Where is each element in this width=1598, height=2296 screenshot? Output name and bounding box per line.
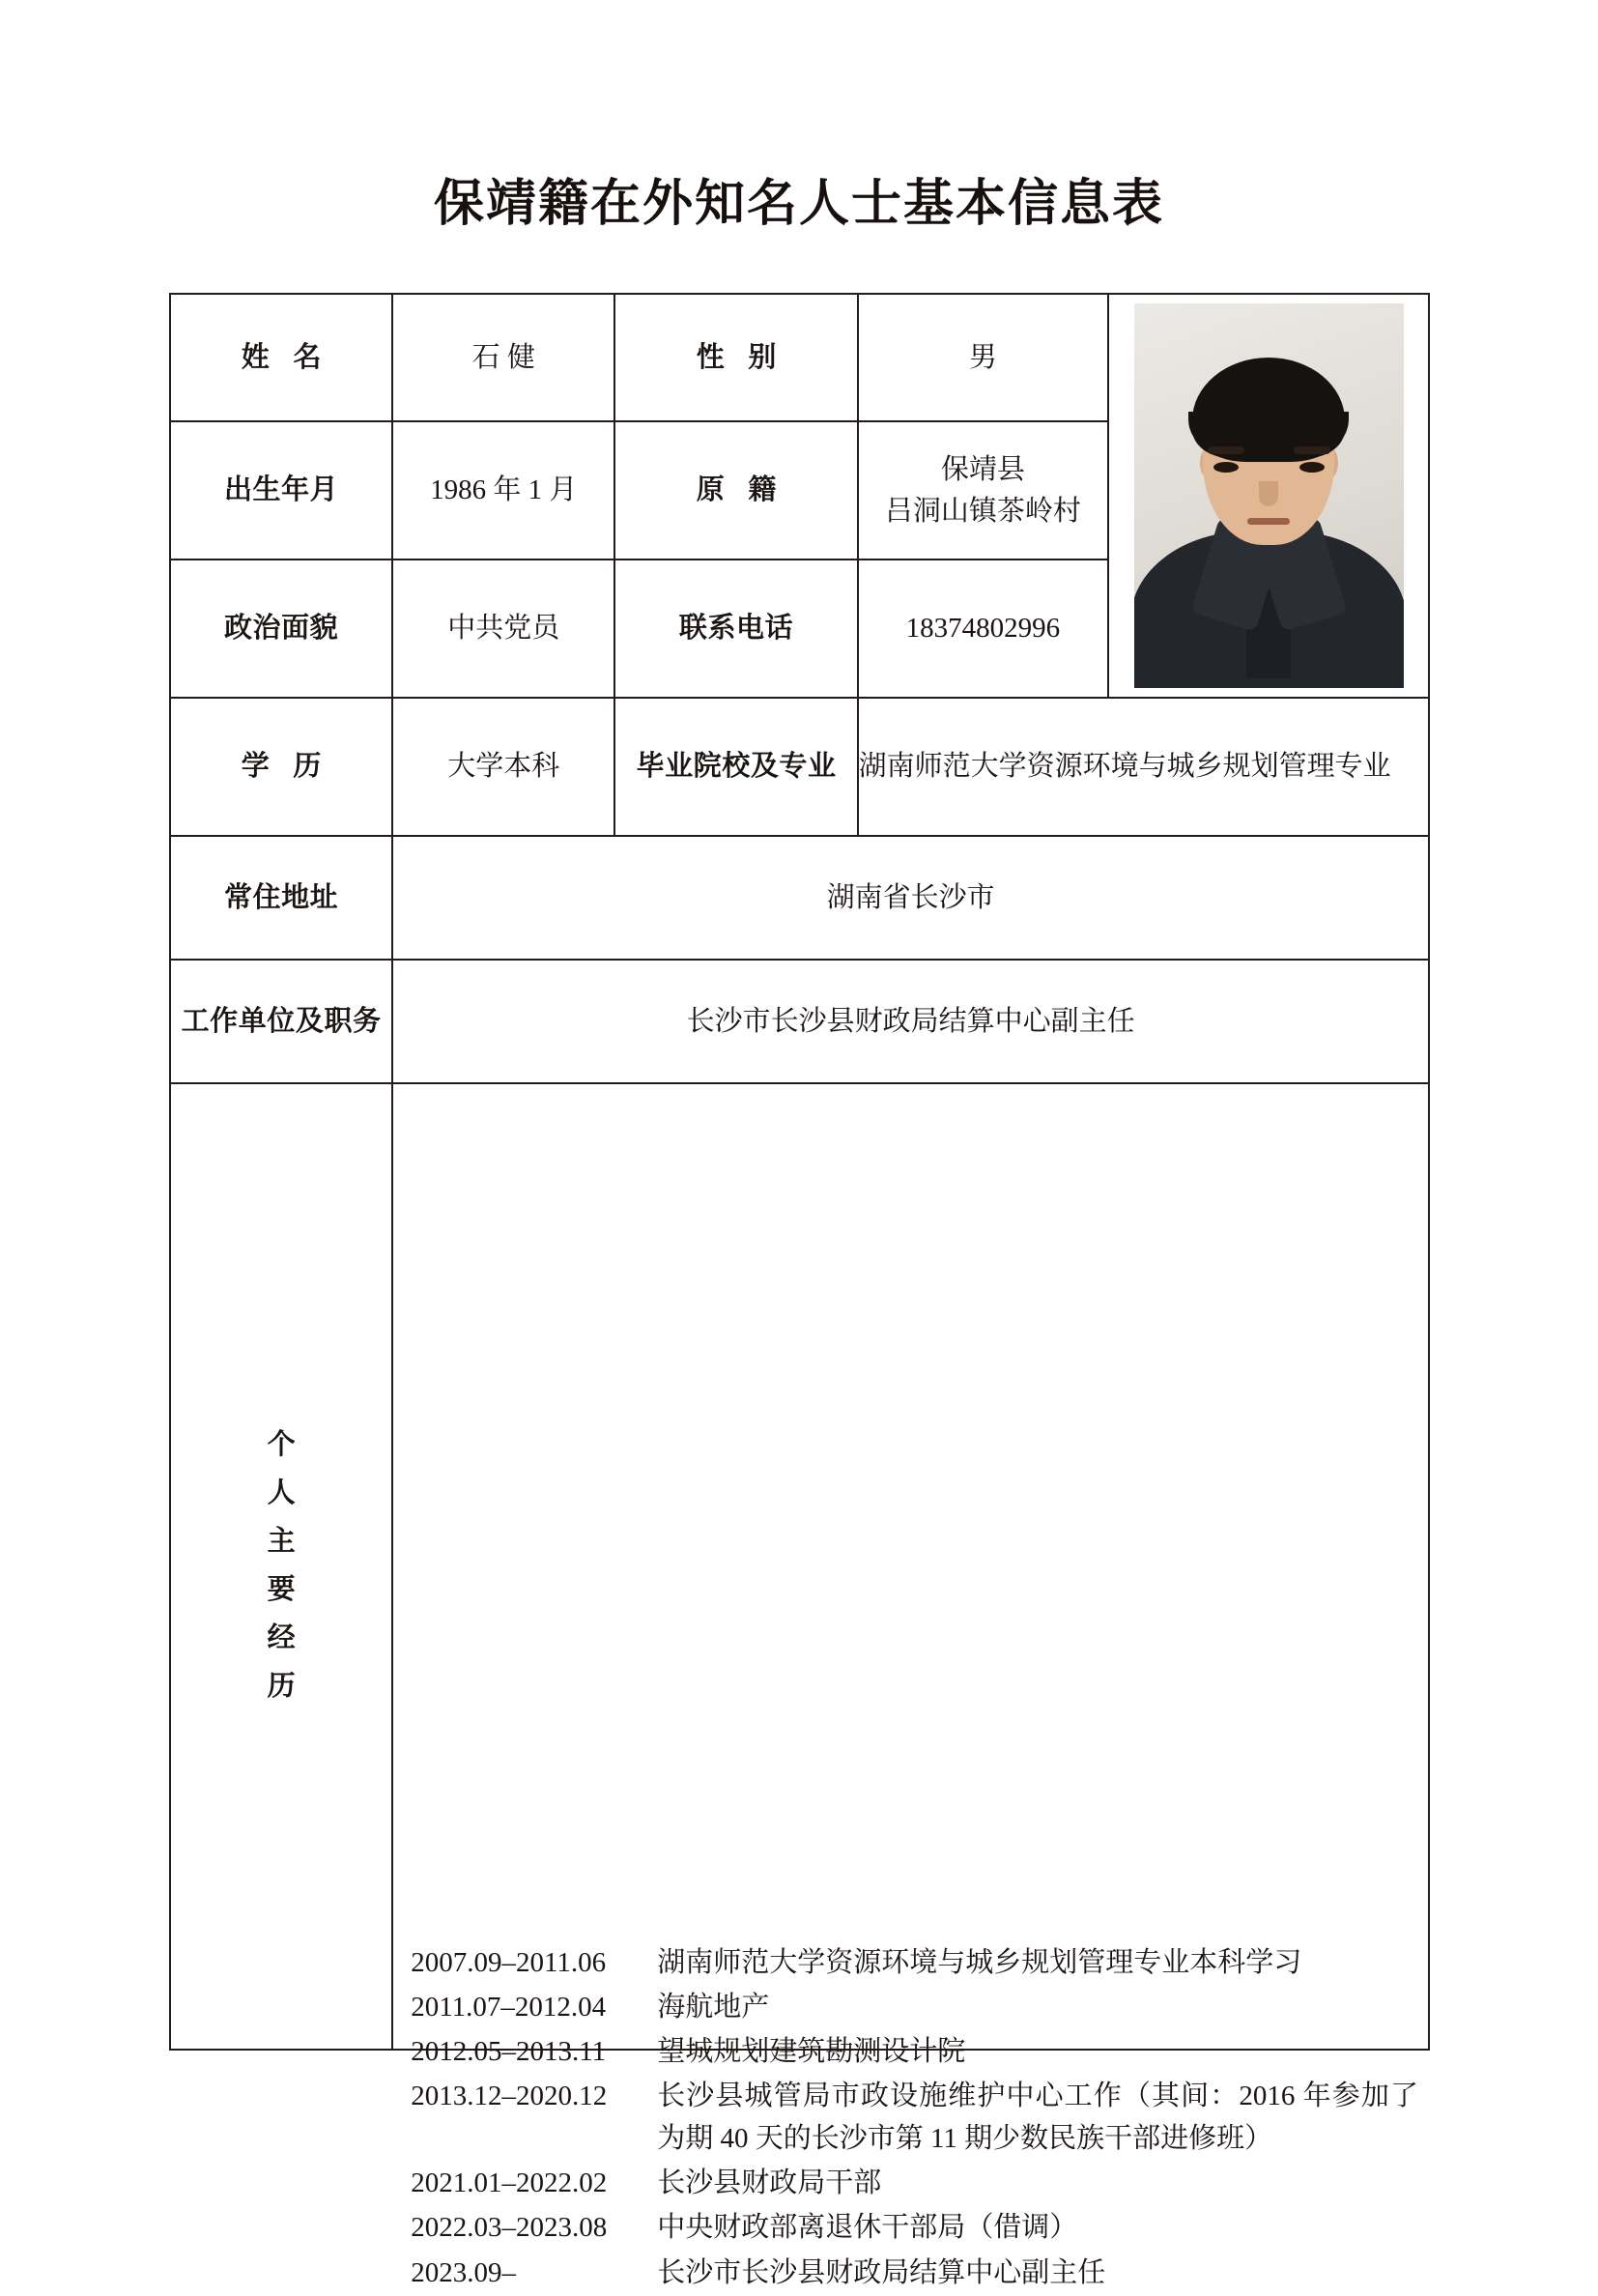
photo-eyebrow-left — [1208, 446, 1244, 454]
experience-label-char-1: 人 — [267, 1478, 296, 1509]
table-row-education — [170, 698, 1429, 836]
gender-label: 性 别 — [614, 294, 857, 421]
education-value: 大学本科 — [392, 698, 614, 836]
phone-label: 联系电话 — [614, 560, 857, 698]
address-label: 常住地址 — [170, 836, 392, 960]
experience-list — [411, 1941, 1418, 2296]
experience-description: 海航地产 — [657, 1992, 770, 2023]
education-label: 学 历 — [170, 698, 392, 836]
experience-label-char-3: 要 — [267, 1574, 296, 1605]
experience-entry — [411, 2252, 1418, 2294]
experience-description: 湖南师范大学资源环境与城乡规划管理专业本科学习 — [657, 1947, 1302, 1978]
experience-label-char-5: 历 — [267, 1670, 296, 1702]
experience-label — [171, 1421, 391, 1710]
photo-mouth — [1247, 518, 1290, 525]
political-value: 中共党员 — [392, 560, 614, 698]
origin-value — [858, 421, 1108, 560]
experience-period: 2012.05–2013.11 — [411, 2036, 607, 2068]
work-value: 长沙市长沙县财政局结算中心副主任 — [392, 960, 1429, 1083]
experience-label-char-2: 主 — [267, 1526, 296, 1558]
page-title: 保靖籍在外知名人士基本信息表 — [433, 177, 1164, 232]
work-label: 工作单位及职务 — [170, 960, 392, 1083]
experience-description: 长沙县财政局干部 — [657, 2167, 882, 2199]
experience-entry — [411, 1941, 1418, 1984]
experience-description: 望城规划建筑勘测设计院 — [657, 2036, 966, 2068]
experience-label-cell — [170, 1083, 392, 2050]
origin-label: 原 籍 — [614, 421, 857, 560]
experience-period: 2013.12–2020.12 — [411, 2081, 608, 2112]
address-value: 湖南省长沙市 — [392, 836, 1429, 960]
portrait-photo — [1134, 303, 1404, 688]
experience-content-cell — [392, 1083, 1429, 2288]
experience-description: 长沙县城管局市政设施维护中心工作（其间：2016 年参加了为期 40 天的长沙市第 11 期少数民族干部进修班） — [657, 2081, 1418, 2155]
personal-info-table — [169, 293, 1430, 2288]
origin-value-line2: 吕洞山镇茶岭村 — [884, 495, 1081, 527]
photo-cell — [1108, 294, 1429, 698]
experience-period: 2023.09– — [411, 2256, 516, 2288]
table-row-experience — [170, 1083, 1429, 2050]
experience-description: 中央财政部离退休干部局（借调） — [657, 2212, 1078, 2244]
photo-nose — [1259, 481, 1278, 506]
table-row-address — [170, 836, 1429, 960]
origin-value-line1: 保靖县 — [940, 454, 1025, 486]
school-value: 湖南师范大学资源环境与城乡规划管理专业 — [858, 698, 1429, 836]
experience-description: 长沙市长沙县财政局结算中心副主任 — [657, 2256, 1106, 2288]
name-label: 姓 名 — [170, 294, 392, 421]
birth-label: 出生年月 — [170, 421, 392, 560]
experience-entry — [411, 2206, 1418, 2249]
phone-value: 18374802996 — [858, 560, 1108, 698]
experience-period: 2022.03–2023.08 — [411, 2212, 608, 2244]
experience-entry — [411, 2030, 1418, 2073]
experience-label-char-4: 经 — [267, 1622, 296, 1653]
table-row-name — [170, 294, 1429, 421]
photo-eye-right — [1299, 462, 1325, 473]
experience-period: 2007.09–2011.06 — [411, 1947, 607, 1978]
photo-eye-left — [1213, 462, 1239, 473]
table-row-work — [170, 960, 1429, 1083]
experience-entry — [411, 1986, 1418, 2028]
experience-label-char-0: 个 — [267, 1429, 296, 1461]
birth-value: 1986 年 1 月 — [392, 421, 614, 560]
school-label: 毕业院校及专业 — [614, 698, 857, 836]
gender-value: 男 — [858, 294, 1108, 421]
experience-period: 2021.01–2022.02 — [411, 2167, 608, 2199]
experience-entry — [411, 2162, 1418, 2204]
experience-period: 2011.07–2012.04 — [411, 1992, 607, 2023]
name-value: 石 健 — [392, 294, 614, 421]
experience-entry — [411, 2075, 1418, 2160]
photo-eyebrow-right — [1294, 446, 1330, 454]
political-label: 政治面貌 — [170, 560, 392, 698]
